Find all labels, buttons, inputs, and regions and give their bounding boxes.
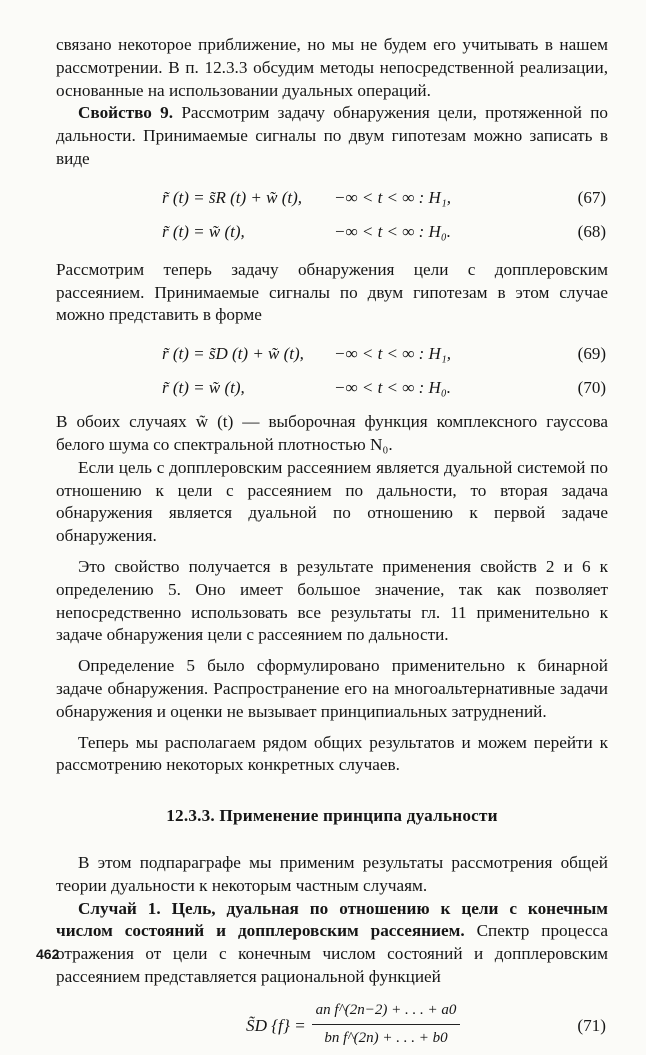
property-9-paragraph: Свойство 9. Рассмотрим задачу обнаружения цели, протяженной по дальности. Принимаемые сигналы по двум гипотезам можно записать в виде [56, 103, 609, 168]
case-label: Случай 1. Цель, дуальная по отношению к цели с конечным числом состояний и допплеровским рассеянием. [56, 898, 608, 941]
paragraph: В этом подпараграфе мы применим результаты рассмотрения общей теории дуальности к некоторым частным случаям. [56, 852, 608, 895]
paragraph: Это свойство получается в результате применения свойств 2 и 6 к определению 5. Оно имеет большое значение, так как позволяет непосредственно использовать все результаты гл. 11 применительно к задаче обнаружения цели с рассеянием по дальности. [56, 556, 608, 645]
fraction-bar [312, 1024, 460, 1025]
paragraph: связано некоторое приближение, но мы не будем его учитывать в нашем рассмотрении. В п. 12.3.3 обсудим методы непосредственной реализации, основанные на использовании дуальных операций. [56, 35, 608, 100]
page-number: 462 [36, 946, 60, 962]
property-label: Свойство 9. [78, 103, 174, 123]
fraction-numerator: an f^(2n−2) + . . . + a0 [315, 1001, 457, 1018]
section-heading: 12.3.3. Применение принципа дуальности [166, 806, 498, 826]
fraction-denominator: bn f^(2n) + . . . + b0 [324, 1029, 448, 1046]
fraction [312, 999, 460, 1050]
case-1-paragraph: Случай 1. Цель, дуальная по отношению к цели с конечным числом состояний и допплеровским рассеянием. Спектр процесса отражения от цели с конечным числом состояний и допплеровским рассеянием представляется рациональной функцией [56, 898, 609, 986]
equation-70: r̃ (t) = w̃ (t), −∞ < t < ∞ : H₀. (70) [162, 378, 606, 398]
paragraph: Рассмотрим теперь задачу обнаружения цели с допплеровским рассеянием. Принимаемые сигналы по двум гипотезам в этом случае можно представить в форме [56, 259, 608, 325]
equation-67: r̃ (t) = s̃R (t) + w̃ (t), −∞ < t < ∞ : H₁, (67) [162, 187, 606, 207]
equation-68: r̃ (t) = w̃ (t), −∞ < t < ∞ : H₀. (68) [162, 221, 606, 241]
paragraph: Если цель с допплеровским рассеянием является дуальной системой по отношению к цели с рассеянием по дальности, то вторая задача обнаружения является дуальной по отношению к первой задаче обнаружения. [56, 457, 608, 546]
equation-69: r̃ (t) = s̃D (t) + w̃ (t), −∞ < t < ∞ : H₁, (69) [162, 344, 606, 364]
equation-71: S̃D {f} = an f^(2n−2) + . . . + a0 bn f^(2n) + . . . + b0 (71) [56, 995, 608, 1055]
page-body [56, 34, 608, 1055]
paragraph: Определение 5 было сформулировано применительно к бинарной задаче обнаружения. Распространение его на многоальтернативные задачи обнаружения и оценки не вызывает принципиальных затруднений. [56, 656, 608, 721]
paragraph: В обоих случаях w̃ (t) — выборочная функция комплексного гауссова белого шума со спектральной плотностью N₀. [56, 412, 608, 454]
paragraph: Теперь мы располагаем рядом общих результатов и можем перейти к рассмотрению некоторых конкретных случаев. [56, 732, 608, 775]
